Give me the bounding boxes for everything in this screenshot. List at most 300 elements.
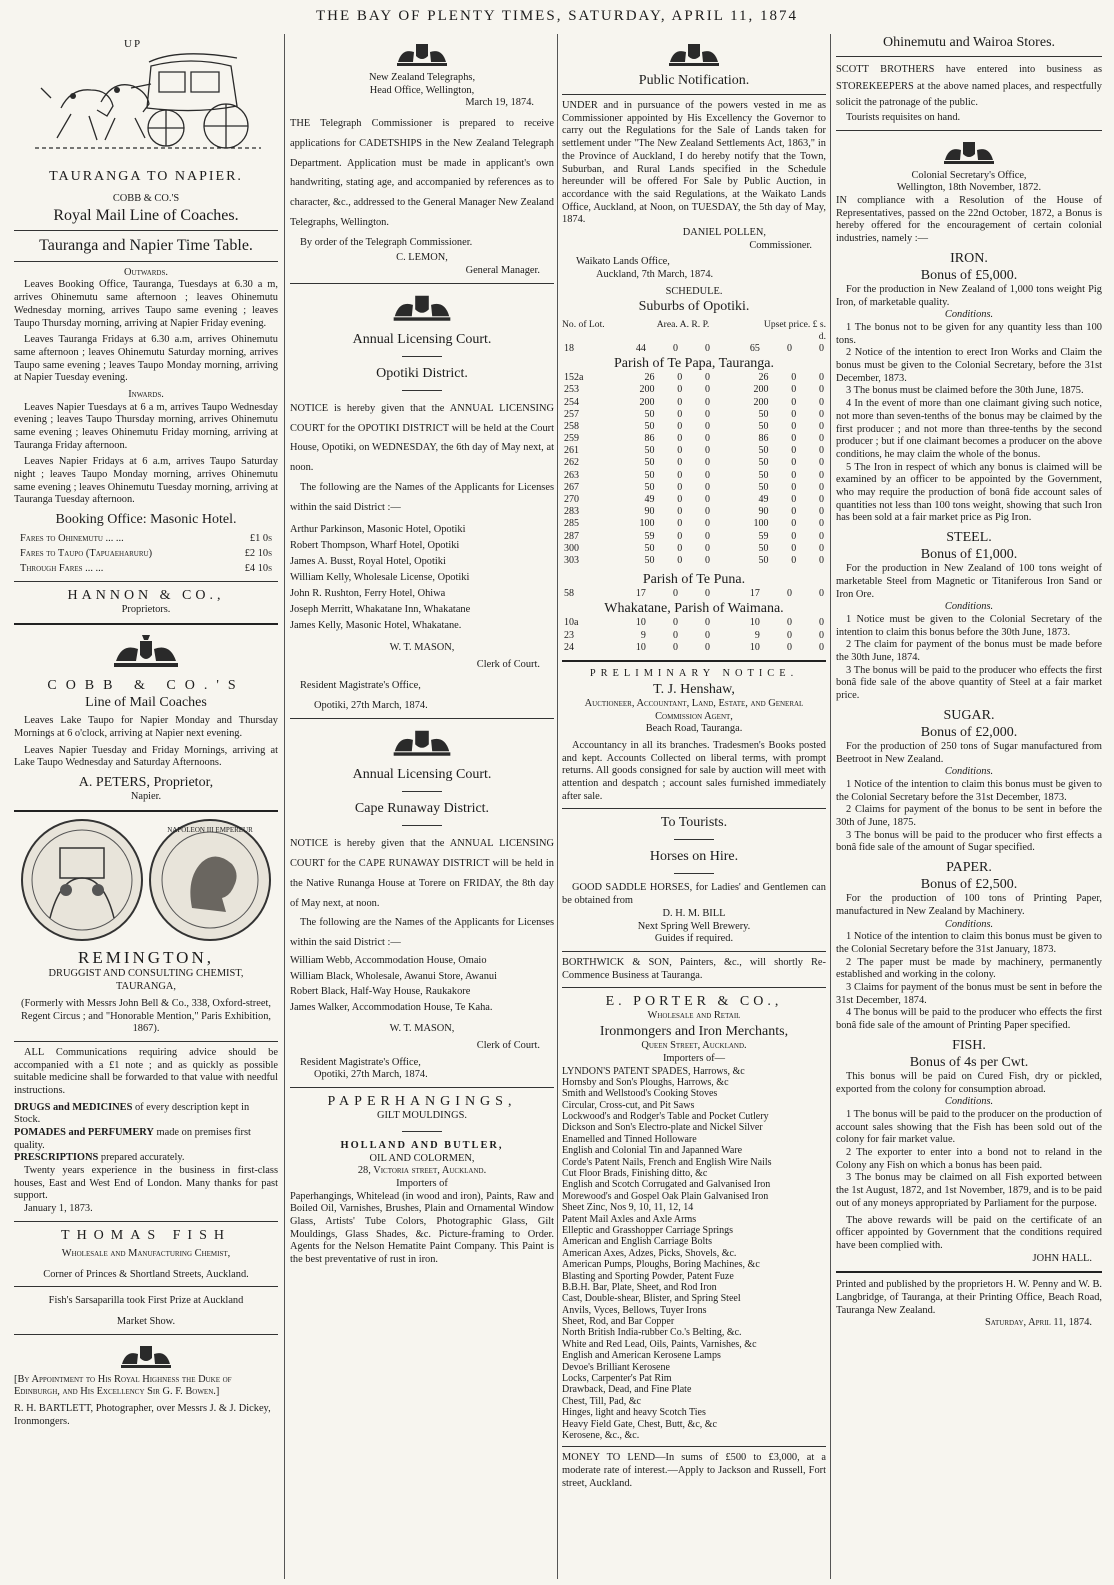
formerly-note: (Formerly with Messrs John Bell & Co., 338, Oxford-street, Regent Circus ; and "Honorable Mention," Paris Exhibition, 1867). <box>20 997 272 1035</box>
table-cell: 9 <box>754 629 760 641</box>
telegraph-office: New Zealand Telegraphs, <box>368 72 476 83</box>
table-cell: 0 <box>786 342 792 354</box>
list-item: Sheet, Rod, and Bar Copper <box>562 1316 675 1328</box>
mason-signature: W. T. MASON, <box>389 642 455 654</box>
conditions-heading: Conditions. <box>944 1096 994 1108</box>
licensing-court-heading: Annual Licensing Court. <box>352 767 492 783</box>
table-cell: 0 <box>786 617 792 629</box>
suburbs-heading: Suburbs of Opotiki. <box>638 299 750 315</box>
prescriptions-text: prepared accurately. <box>98 1152 185 1164</box>
imprint-paragraph: Printed and published by the proprietors H. W. Penny and W. B. Langbridge, of Tauranga, at their Printing Office, Beach Road, Tauranga New Zealand. <box>836 1279 1102 1316</box>
table-cell: 0 <box>677 445 683 457</box>
compliance-paragraph: IN compliance with a Resolution of the House of Representatives, passed on the 22nd October, 1872, a Bonus is hereby offered for the encouragement of certain colonial industries, namely :— <box>836 195 1102 245</box>
condition-item: 2 The exporter to enter into a bond not to reland in the Colony any Fish on which a bonus has been paid. <box>836 1147 1102 1171</box>
list-item: English and Colonial Tin and Japanned Ware <box>562 1145 743 1157</box>
table-cell: 0 <box>704 506 710 518</box>
condition-item: 1 The bonus will be paid to the producer on the production of account sales showing that the Fish has been sold out of the colony for fair market value. <box>836 1109 1102 1146</box>
table-cell: 0 <box>791 481 797 493</box>
table-row <box>562 543 826 555</box>
table-cell: 285 <box>564 518 579 530</box>
fare-row: Through Fares ... ... £4 10s <box>20 562 272 574</box>
henshaw-heading: T. J. Henshaw, <box>653 681 735 697</box>
timetable-heading: Tauranga and Napier Time Table. <box>39 237 253 255</box>
napoleon-medal-icon <box>148 818 272 942</box>
steel-bonus: Bonus of £1,000. <box>920 547 1018 563</box>
table-cell: 0 <box>704 494 710 506</box>
table-cell: 0 <box>677 554 683 566</box>
table-cell: 10 <box>635 617 646 629</box>
list-item: William Black, Wholesale, Awanui Store, Awanui <box>290 970 497 982</box>
communications-paragraph: ALL Communications requiring advice should be accompanied with a £1 note ; and as quickly as possible suitable medicine shall be forwarded to that value with needful instructions. <box>14 1046 278 1096</box>
table-cell: 0 <box>677 372 683 384</box>
condition-item: 5 The Iron in respect of which any bonus is claimed will be examined by an officer to be appointed by the Government, who may require the production of bonâ fide account sales of quantities not less than 100 tons weight, showing that such Iron has been sold at a fair market price as Pig Iron. <box>836 461 1102 524</box>
table-cell: 0 <box>677 518 683 530</box>
condition-item: 2 Claims for payment of the bonus to be sent in before the 30th of June, 1875. <box>836 804 1102 829</box>
list-item: James Walker, Accommodation House, Te Kaha. <box>290 1001 493 1013</box>
appointment-note: [By Appointment to His Royal Highness the Duke of Edinburgh, and His Excellency Sir G. F. Bowen.] <box>14 1373 232 1398</box>
cobb-heading: COBB & CO.'S <box>112 193 180 205</box>
table-cell: 50 <box>644 542 655 554</box>
table-cell: 0 <box>704 433 710 445</box>
steel-paragraph: For the production in New Zealand of 100 tons weight of marketable Steel from Magnetic or Titaniferous Iron Sand or Iron Ore. <box>836 563 1102 600</box>
fare-row: Fares to Ohinemutu ... ... £1 0s <box>20 533 272 545</box>
table-cell: 9 <box>640 629 646 641</box>
table-cell: 0 <box>672 617 678 629</box>
table-cell: 0 <box>791 433 797 445</box>
horses-heading: Horses on Hire. <box>649 849 739 865</box>
table-cell: 259 <box>564 433 579 445</box>
royal-arms-icon <box>106 631 186 673</box>
table-cell: 0 <box>791 408 797 420</box>
list-item: Chest, Till, Pad, &c <box>562 1395 641 1407</box>
table-cell: 0 <box>819 530 824 542</box>
table-cell: 86 <box>644 433 655 445</box>
condition-item: 1 The bonus not to be given for any quantity less than 100 tons. <box>836 322 1102 346</box>
sugar-heading: SUGAR. <box>943 707 995 723</box>
table-cell: 0 <box>704 530 710 542</box>
imprint-date: Saturday, April 11, 1874. <box>984 1317 1092 1329</box>
ironmongers-heading: Ironmongers and Iron Merchants, <box>599 1024 789 1040</box>
table-cell: 0 <box>704 554 710 566</box>
outwards-paragraph: Leaves Booking Office, Tauranga, Tuesdays at 6.30 a m, arrives Ohinemutu same afternoon ; leaves Ohinemutu Wednesday morning, arrives Taupo same evening ; leaves Taupo Thursday morning, arriving at Napier Friday evening. <box>14 279 278 329</box>
table-cell: 0 <box>791 554 797 566</box>
list-item: Kerosene, &c., &c. <box>562 1430 640 1441</box>
coach-banner: UP <box>124 38 143 50</box>
table-cell: 0 <box>791 542 797 554</box>
fares-list <box>14 532 278 576</box>
table-row <box>562 531 826 543</box>
table-cell: 50 <box>644 457 655 469</box>
table-cell: 0 <box>791 384 797 396</box>
condition-item: 1 Notice must be given to the Colonial Secretary of the intention to claim this bonus before the 30th June, 1873. <box>836 613 1102 638</box>
table-cell: 263 <box>564 469 579 481</box>
stagecoach-icon <box>31 38 261 158</box>
table-cell: 200 <box>753 396 769 408</box>
list-item: Hornsby and Son's Ploughs, Harrows, &c <box>562 1076 729 1088</box>
column-4 <box>836 34 1102 1579</box>
sugar-paragraph: For the production of 250 tons of Sugar manufactured from Beetroot in New Zealand. <box>836 740 1102 765</box>
market-show: Market Show. <box>116 1316 176 1327</box>
list-item: Drawback, Dead, and Fine Plate <box>562 1384 692 1396</box>
table-cell: 44 <box>635 342 646 354</box>
guides-line: Guides if required. <box>654 933 734 945</box>
waikato-office: Waikato Lands Office, <box>576 256 670 268</box>
te-puna-heading: Parish of Te Puna. <box>642 572 746 588</box>
table-cell: 17 <box>749 588 760 600</box>
line-mail-heading: Line of Mail Coaches <box>85 695 207 711</box>
importers-label: Importers of— <box>662 1052 726 1064</box>
table-cell: 26 <box>758 372 769 384</box>
schedule-table-whakatane <box>562 617 826 654</box>
auctioneer-subheading: Auctioneer, Accountant, Land, Estate, and General Commission Agent, <box>584 697 804 722</box>
table-cell: 17 <box>635 588 646 600</box>
paper-paragraph: For the production of 100 tons of Printing Paper, manufactured in New Zealand by Machinery. <box>836 893 1102 917</box>
applicants-intro: The following are the Names of the Applicants for Licenses within the said District :— <box>290 917 554 949</box>
table-row <box>562 617 826 629</box>
table-cell: 50 <box>644 481 655 493</box>
table-cell: 0 <box>677 469 683 481</box>
list-item: North British India-rubber Co.'s Belting, &c. <box>562 1327 742 1339</box>
column-1 <box>14 34 278 1579</box>
list-item: Cast, Double-shear, Blister, and Spring Steel <box>562 1293 741 1305</box>
tourists-heading: To Tourists. <box>660 815 728 831</box>
table-cell: 0 <box>819 641 824 653</box>
table-cell: 0 <box>705 588 710 600</box>
list-item: B.B.H. Bar, Plate, Sheet, and Rod Iron <box>562 1281 717 1293</box>
table-cell: 0 <box>819 542 824 554</box>
iron-paragraph: For the production in New Zealand of 1,000 tons weight Pig Iron, of marketable quality. <box>836 283 1102 308</box>
table-cell: 261 <box>564 445 579 457</box>
condition-item: 1 Notice of the intention to claim this bonus must be given to the Colonial Secretary before the 31st January, 1873. <box>836 931 1102 955</box>
medal-pair <box>14 818 278 942</box>
outwards-paragraph: Leaves Tauranga Fridays at 6.30 a.m, arrives Ohinemutu same afternoon ; leaves Ohinemutu Saturday morning, arrives Taupo same evening ; leaves Taupo Monday morning, arriving at Napier Tuesday evening. <box>14 334 278 384</box>
schedule-heading: SCHEDULE. <box>665 285 723 297</box>
table-row <box>562 384 826 396</box>
under-paragraph: UNDER and in pursuance of the powers vested in me as Commissioner appointed by His Excellency the Governor to carry out the Regulations for the Sale of Lands taken for settlement under "The New Zealand Settlements Act, 1863," in the Province of Auckland, I do hereby notify that the Town, Suburban, and Rural Lands specified in the Schedule hereunder will be offered For Sale by Public Auction, in accordance with the said Regulations, at the Waikato Lands Office, Auckland, at Noon, on TUESDAY, the 5th day of May, 1874. <box>562 100 826 226</box>
table-cell: 0 <box>677 384 683 396</box>
list-item: Enamelled and Tinned Holloware <box>562 1133 697 1145</box>
table-row <box>562 518 826 530</box>
exhibition-medal-reverse-icon <box>20 818 144 942</box>
magistrate-office: Resident Magistrate's Office, <box>300 679 421 691</box>
list-item: Heavy Field Gate, Chest, Butt, &c, &c <box>562 1418 717 1430</box>
table-cell: 90 <box>644 506 655 518</box>
importers-label: Importers of <box>396 1177 448 1189</box>
list-item: James A. Busst, Royal Hotel, Opotiki <box>290 555 446 567</box>
above-rewards-paragraph: The above rewards will be paid on the certificate of an officer appointed by Government that the conditions required have been complied with. <box>836 1214 1102 1251</box>
table-cell: 0 <box>704 408 710 420</box>
list-item: Cut Floor Brads, Finishing ditto, &c <box>562 1168 708 1180</box>
condition-item: 2 The paper must be made by machinery, permanently established and working in the colony. <box>836 956 1102 981</box>
table-cell: 0 <box>677 408 683 420</box>
applicants-list <box>290 522 554 635</box>
table-cell: 10 <box>635 641 646 653</box>
table-cell: 50 <box>758 445 769 457</box>
inwards-paragraph: Leaves Napier Fridays at 6 a.m, arrives Taupo Saturday night ; leaves Taupo Monday morning, arrives Ohinemutu same evening ; leaves Ohinemutu Tuesday morning, arriving at Tauranga Tuesday afternoon. <box>14 456 278 506</box>
telegraph-date: March 19, 1874. <box>465 97 534 109</box>
table-cell: 50 <box>758 542 769 554</box>
table-cell: 0 <box>819 396 824 408</box>
table-cell: 49 <box>758 494 769 506</box>
table-row <box>562 630 826 642</box>
inwards-heading: Inwards. <box>128 388 164 400</box>
table-cell: 287 <box>564 530 579 542</box>
fish-heading: FISH. <box>952 1037 986 1053</box>
table-cell: 0 <box>819 629 824 641</box>
table-cell: 0 <box>677 420 683 432</box>
list-item: English and Scotch Corrugated and Galvanised Iron <box>562 1179 771 1191</box>
saddle-horses-paragraph: GOOD SADDLE HORSES, for Ladies' and Gentlemen can be obtained from <box>562 882 826 907</box>
conditions-heading: Conditions. <box>944 766 994 778</box>
condition-item: 4 In the event of more than one claimant giving such notice, not more than seven-tenths of the bonus may be claimed by the first producer ; and not more than three-tenths by the second producer ; but if one claimant becomes a producer on the above conditions, he may claim the whole of the bonus. <box>836 398 1102 460</box>
table-cell: 0 <box>791 469 797 481</box>
borthwick-ad: BORTHWICK & SON, Painters, &c., will shortly Re-Commence Business at Tauranga. <box>562 956 826 981</box>
table-cell: 0 <box>819 554 824 566</box>
list-item: Arthur Parkinson, Masonic Hotel, Opotiki <box>290 523 466 535</box>
table-cell: 0 <box>705 641 710 653</box>
royal-arms-icon <box>939 136 999 166</box>
mason-signature: W. T. MASON, <box>389 1023 455 1035</box>
table-cell: 0 <box>819 617 824 629</box>
list-item: Lockwood's and Rodger's Table and Pocket Cutlery <box>562 1111 769 1123</box>
cape-runaway-heading: Cape Runaway District. <box>354 801 490 817</box>
table-cell: 270 <box>564 494 579 506</box>
condition-item: 4 The bonus will be paid to the producer who effects the first bonâ fide sale of the amount of Printing Paper specified. <box>836 1007 1102 1032</box>
clerk-label: Clerk of Court. <box>476 1040 540 1052</box>
table-cell: 0 <box>791 530 797 542</box>
wholesale-chemist: Wholesale and Manufacturing Chemist, <box>61 1247 231 1259</box>
masthead: THE BAY OF PLENTY TIMES, SATURDAY, APRIL 11, 1874 <box>315 8 799 24</box>
table-cell: 0 <box>786 629 792 641</box>
list-item: Robert Black, Half-Way House, Raukakore <box>290 986 471 998</box>
table-cell: 0 <box>819 494 824 506</box>
table-row <box>562 482 826 494</box>
te-papa-heading: Parish of Te Papa, Tauranga. <box>613 356 775 372</box>
table-cell: 50 <box>758 469 769 481</box>
cobb-co-heading: COBB & CO.'S <box>47 678 245 694</box>
schedule-column-headers <box>562 319 826 342</box>
fare-row: Fares to Taupo (Tapuaeharuru) £2 10s <box>20 547 272 559</box>
table-row <box>562 433 826 445</box>
list-item: Sheet Zinc, Nos 9, 10, 11, 12, 14 <box>562 1202 694 1214</box>
table-row <box>562 506 826 518</box>
steel-heading: STEEL. <box>946 530 992 546</box>
public-notification-heading: Public Notification. <box>638 73 750 88</box>
gilt-mouldings: GILT MOULDINGS. <box>376 1110 468 1122</box>
table-cell: 100 <box>753 518 769 530</box>
table-cell: 283 <box>564 506 579 518</box>
table-cell: 0 <box>704 469 710 481</box>
bill-name: D. H. M. BILL <box>662 907 726 919</box>
royal-arms-icon <box>116 1340 176 1370</box>
table-cell: 0 <box>819 384 824 396</box>
table-cell: 0 <box>704 518 710 530</box>
table-cell: 0 <box>677 542 683 554</box>
table-cell: 0 <box>819 506 824 518</box>
table-cell: 0 <box>819 342 824 354</box>
condition-item: 3 The bonus will be paid to the producer who effects the first bonâ fide sale of the above quantity of Steel at a fair market price. <box>836 664 1102 702</box>
column-rule <box>284 34 285 1579</box>
table-cell: 300 <box>564 542 579 554</box>
condition-item: 3 The bonus may be claimed on all Fish exported between the 1st August, 1872, and 1st November, 1879, and is to be paid out of any moneys appropriated by Parliament for the purpose. <box>836 1172 1102 1209</box>
queen-street: Queen Street, Auckland. <box>641 1040 747 1052</box>
table-cell: 0 <box>704 481 710 493</box>
victoria-address: 28, Victoria street, Auckland. <box>357 1165 487 1177</box>
peters-heading: A. PETERS, Proprietor, <box>78 774 214 790</box>
table-row <box>562 445 826 457</box>
ohinemutu-stores-heading: Ohinemutu and Wairoa Stores. <box>882 35 1056 50</box>
auckland-date: Auckland, 7th March, 1874. <box>596 269 714 281</box>
table-row <box>562 494 826 506</box>
corner-address: Corner of Princes & Shortland Streets, Auckland. <box>43 1268 249 1280</box>
opotiki-notice: NOTICE is hereby given that the ANNUAL LICENSING COURT for the OPOTIKI DISTRICT will be held at the Court House, Opotiki, on WEDNESDAY, the 6th day of May next, at noon. <box>290 402 554 474</box>
table-cell: 59 <box>758 530 769 542</box>
table-cell: 10 <box>749 641 760 653</box>
pomades-heading: POMADES and PERFUMERY <box>14 1127 154 1139</box>
booking-office: Booking Office: Masonic Hotel. <box>55 512 237 528</box>
applicants-intro: The following are the Names of the Applicants for Licenses within the said District :— <box>290 482 554 513</box>
table-row <box>562 343 826 355</box>
table-cell: 50 <box>758 408 769 420</box>
condition-item: 3 Claims for payment of the bonus must be sent in before the 31st December, 1874. <box>836 982 1102 1006</box>
list-item: Joseph Merritt, Whakatane Inn, Whakatane <box>290 604 471 616</box>
inwards-paragraph: Leaves Napier Tuesdays at 6 a m, arrives Taupo Wednesday evening ; leaves Taupo Thursday morning, arrives Ohinemutu same evening ; leaves Ohinemutu Friday morning, arriving at Tauranga Friday afternoon. <box>14 401 278 451</box>
tourists-requisites: Tourists requisites on hand. <box>846 112 961 123</box>
lemon-signature: C. LEMON, <box>396 252 448 264</box>
table-cell: 0 <box>819 433 824 445</box>
napier-label: Napier. <box>130 791 162 803</box>
column-rule <box>557 34 558 1579</box>
conditions-heading: Conditions. <box>944 918 994 930</box>
list-item: Locks, Carpenter's Pat Rim <box>562 1373 672 1385</box>
list-item: William Kelly, Wholesale License, Opotiki <box>290 571 470 583</box>
list-item: English and American Kerosene Lamps <box>562 1350 721 1362</box>
royal-arms-icon <box>387 289 457 323</box>
paperhangings-heading: PAPERHANGINGS, <box>327 1094 517 1110</box>
table-cell: 0 <box>786 641 792 653</box>
table-cell: 50 <box>644 420 655 432</box>
table-cell: 50 <box>758 554 769 566</box>
hall-signature: JOHN HALL. <box>1032 1252 1092 1264</box>
pomades-text: made on premises first quality. <box>14 1127 251 1151</box>
table-cell: 0 <box>677 530 683 542</box>
royal-arms-icon <box>664 38 724 68</box>
table-row <box>562 457 826 469</box>
table-cell: 0 <box>819 588 824 600</box>
outwards-heading: Outwards. <box>124 266 168 278</box>
henshaw-paragraph: Accountancy in all its branches. Tradesmen's Books posted and kept. Accounts Collected on liberal terms, with prompt returns. All goods consigned for sale by auction will meet with attention and despatch ; account sales furnished immediately after sale. <box>562 739 826 802</box>
table-cell: 0 <box>705 617 710 629</box>
table-cell: 59 <box>644 530 655 542</box>
area-header: Area. A. R. P. <box>656 319 710 331</box>
schedule-table-te-puna <box>562 588 826 600</box>
table-cell: 258 <box>564 420 579 432</box>
paper-heading: PAPER. <box>946 860 992 876</box>
table-cell: 50 <box>644 445 655 457</box>
table-cell: 0 <box>819 372 824 384</box>
table-cell: 0 <box>819 518 824 530</box>
porter-heading: E. PORTER & CO., <box>605 994 783 1010</box>
table-cell: 0 <box>819 420 824 432</box>
table-cell: 0 <box>704 457 710 469</box>
table-cell: 0 <box>819 408 824 420</box>
drugs-text: of every description kept in Stock. <box>14 1101 250 1126</box>
table-row <box>562 642 826 654</box>
wellington-date: Wellington, 18th November, 1872. <box>896 182 1042 194</box>
table-cell: 49 <box>644 494 655 506</box>
table-cell: 267 <box>564 481 579 493</box>
table-cell: 50 <box>644 408 655 420</box>
table-cell: 65 <box>749 342 760 354</box>
table-cell: 50 <box>758 420 769 432</box>
list-item: American Axes, Adzes, Picks, Shovels, &c. <box>562 1247 737 1259</box>
table-cell: 0 <box>704 542 710 554</box>
list-item: Hinges, light and heavy Scotch Ties <box>562 1407 706 1419</box>
table-cell: 50 <box>644 554 655 566</box>
table-row <box>562 372 826 384</box>
table-cell: 0 <box>791 494 797 506</box>
conditions-heading: Conditions. <box>944 309 994 321</box>
colonial-secretary-office: Colonial Secretary's Office, <box>911 169 1027 181</box>
condition-item: 1 Notice of the intention to claim this bonus must be given to the Colonial Secretary before the 31st December, 1873. <box>836 778 1102 803</box>
table-cell: 0 <box>705 629 710 641</box>
table-cell: 10a <box>564 617 579 629</box>
table-row <box>562 397 826 409</box>
condition-item: 3 The bonus must be claimed before the 30th June, 1875. <box>846 385 1084 397</box>
fish-bonus: Bonus of 4s per Cwt. <box>909 1054 1029 1070</box>
general-manager: General Manager. <box>465 265 540 277</box>
table-cell: 200 <box>639 396 655 408</box>
table-cell: 0 <box>704 445 710 457</box>
drugs-heading: DRUGS and MEDICINES <box>14 1101 133 1113</box>
money-to-lend-ad: MONEY TO LEND—In sums of £500 to £3,000, at a moderate rate of interest.—Apply to Jackson and Russell, Fort street, Auckland. <box>562 1452 826 1489</box>
list-item: Dickson and Son's Electro-plate and Nickel Silver <box>562 1122 763 1134</box>
table-row <box>562 555 826 567</box>
table-cell: 0 <box>677 481 683 493</box>
condition-item: 3 The bonus will be paid to the producer who first effects a bonâ fide sale of the amount of Sugar specified. <box>836 829 1102 854</box>
table-cell: 0 <box>791 420 797 432</box>
table-cell: 0 <box>672 342 678 354</box>
table-cell: 262 <box>564 457 579 469</box>
table-cell: 0 <box>672 629 678 641</box>
by-order: By order of the Telegraph Commissioner. <box>300 236 473 248</box>
table-cell: 0 <box>705 342 710 354</box>
table-row <box>562 470 826 482</box>
holland-butler-heading: HOLLAND AND BUTLER, <box>340 1139 504 1151</box>
table-cell: 0 <box>791 445 797 457</box>
table-cell: 0 <box>677 494 683 506</box>
scott-paragraph: SCOTT BROTHERS have entered into business as STOREKEEPERS at the above named places, and respectfully solicit the patronage of the public. <box>836 64 1102 109</box>
table-cell: 152a <box>564 372 584 384</box>
table-cell: 100 <box>639 518 655 530</box>
fish-paragraph: This bonus will be paid on Cured Fish, dry or pickled, exported from the colony for consumption abroad. <box>836 1070 1102 1095</box>
table-cell: 0 <box>819 481 824 493</box>
condition-item: 2 Notice of the intention to erect Iron Works and Claim the bonus must be given to the Colonial Secretary, before the 31st December, 1873. <box>836 347 1102 384</box>
remington-heading: REMINGTON, <box>78 947 214 967</box>
list-item: Anvils, Vyces, Bellows, Tuyer Irons <box>562 1304 707 1316</box>
table-cell: 10 <box>749 617 760 629</box>
table-cell: 0 <box>819 445 824 457</box>
table-cell: 24 <box>564 641 574 653</box>
opotiki-district-heading: Opotiki District. <box>376 365 468 381</box>
applicants-list <box>290 953 554 1015</box>
column-rule <box>830 34 831 1579</box>
table-cell: 0 <box>677 457 683 469</box>
bartlett-ad: R. H. BARTLETT, Photographer, over Messrs J. & J. Dickey, Ironmongers. <box>14 1403 271 1427</box>
tauranga-label: TAURANGA, <box>115 981 177 993</box>
commissioner-label: Commissioner. <box>749 239 812 251</box>
mail-paragraph: Leaves Lake Taupo for Napier Monday and Thursday Mornings at 6 o'clock, arriving at Napier next evening. <box>14 715 278 739</box>
